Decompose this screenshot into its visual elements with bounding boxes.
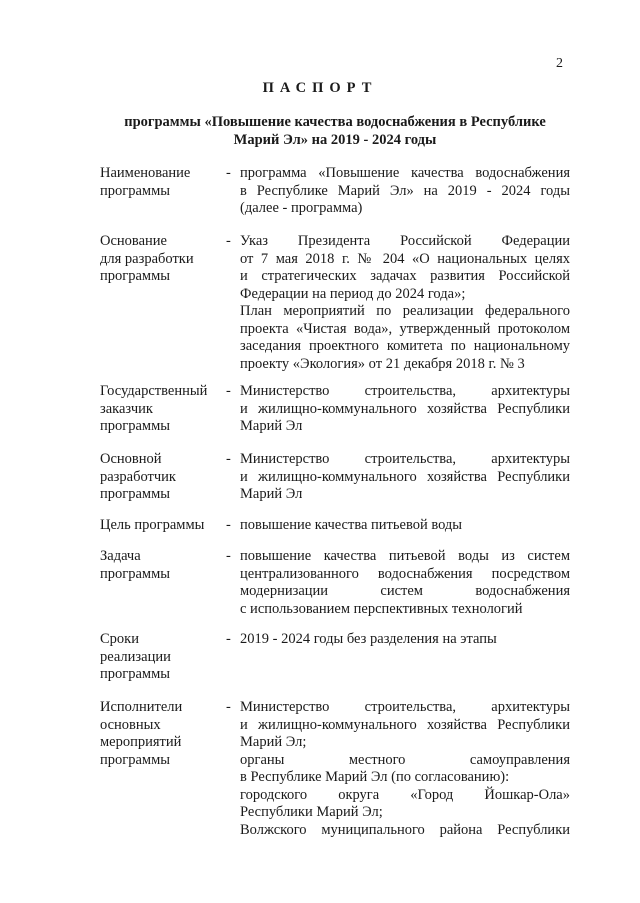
value-line: программа «Повышение качества водоснабжения [240, 165, 570, 181]
value-line: в Республике Марий Эл (по согласованию): [240, 769, 510, 785]
label-line: Цель программы [100, 517, 205, 533]
label-line: программы [100, 268, 170, 284]
document-subtitle [100, 113, 570, 149]
row-label [100, 631, 220, 684]
value-line: Республики Марий Эл; [240, 804, 383, 820]
label-line: программы [100, 418, 170, 434]
row-dash: - [226, 383, 231, 399]
row-label [100, 699, 220, 769]
label-line: мероприятий [100, 734, 182, 750]
label-line: программы [100, 182, 170, 199]
value-line: от 7 мая 2018 г. № 204 «О национальных целях [240, 250, 570, 267]
value-line: городского округа «Город Йошкар-Ола» [240, 786, 570, 803]
label-line: Задача [100, 548, 141, 564]
label-line: Исполнители [100, 699, 183, 715]
row-value [240, 383, 570, 436]
value-line: План мероприятий по реализации федерального [240, 303, 570, 319]
value-line: Федерации на период до 2024 года»; [240, 285, 466, 302]
value-line: и стратегических задачах развития Российской [240, 268, 570, 284]
value-line: повышение качества питьевой воды из систем [240, 548, 570, 564]
row-value [240, 165, 570, 218]
value-line: Волжского муниципального района Республики [240, 821, 570, 838]
value-line: органы местного самоуправления [240, 751, 570, 768]
row-dash: - [226, 451, 231, 467]
label-line: разработчик [100, 468, 176, 485]
value-line: Указ Президента Российской Федерации [240, 233, 570, 249]
row-value [240, 451, 570, 504]
label-line: заказчик [100, 400, 153, 417]
row-value [240, 233, 570, 373]
label-line: Наименование [100, 165, 191, 181]
row-label [100, 548, 220, 583]
value-line: модернизации систем водоснабжения [240, 583, 570, 599]
row-dash: - [226, 233, 231, 249]
row-label [100, 517, 220, 535]
value-line: Марий Эл; [240, 734, 307, 750]
row-dash: - [226, 631, 231, 647]
value-line: Марий Эл [240, 418, 303, 434]
value-line: Министерство строительства, архитектуры [240, 383, 570, 399]
value-line: 2019 - 2024 годы без разделения на этапы [240, 631, 497, 647]
value-line: (далее - программа) [240, 200, 363, 216]
value-line: и жилищно-коммунального хозяйства Республики [240, 716, 570, 733]
label-line: Сроки [100, 631, 139, 647]
row-value [240, 631, 570, 649]
label-line: программы [100, 565, 170, 582]
value-line: централизованного водоснабжения посредством [240, 565, 570, 582]
row-dash: - [226, 165, 231, 181]
label-line: программы [100, 666, 170, 682]
row-label [100, 451, 220, 504]
label-line: реализации [100, 648, 171, 665]
label-line: Основной [100, 451, 162, 467]
value-line: Министерство строительства, архитектуры [240, 699, 570, 715]
value-line: с использованием перспективных технологий [240, 600, 523, 617]
value-line: в Республике Марий Эл» на 2019 - 2024 годы [240, 182, 570, 199]
row-value [240, 548, 570, 618]
row-dash: - [226, 699, 231, 715]
row-value [240, 517, 570, 535]
value-line: проекта «Чистая вода», утвержденный протоколом [240, 320, 570, 337]
value-line: и жилищно-коммунального хозяйства Республики [240, 400, 570, 417]
label-line: программы [100, 486, 170, 502]
value-line: проекту «Экология» от 21 декабря 2018 г. № 3 [240, 355, 525, 372]
value-line: Министерство строительства, архитектуры [240, 451, 570, 467]
label-line: основных [100, 716, 161, 733]
row-label [100, 383, 220, 436]
value-line: повышение качества питьевой воды [240, 517, 463, 533]
document-title: ПАСПОРТ [262, 80, 378, 96]
row-dash: - [226, 548, 231, 564]
label-line: Основание [100, 233, 167, 249]
label-line: для разработки [100, 250, 194, 267]
label-line: Государственный [100, 383, 208, 399]
row-label [100, 233, 220, 286]
row-dash: - [226, 517, 231, 533]
value-line: заседания проектного комитета по национальному [240, 338, 570, 354]
page-number: 2 [556, 56, 563, 71]
row-value [240, 699, 570, 839]
row-label [100, 165, 220, 200]
value-line: и жилищно-коммунального хозяйства Республики [240, 468, 570, 485]
subtitle-line-1: программы «Повышение качества водоснабжения в Республике [124, 114, 546, 130]
label-line: программы [100, 751, 170, 768]
subtitle-line-2: Марий Эл» на 2019 - 2024 годы [233, 132, 437, 148]
value-line: Марий Эл [240, 486, 303, 502]
